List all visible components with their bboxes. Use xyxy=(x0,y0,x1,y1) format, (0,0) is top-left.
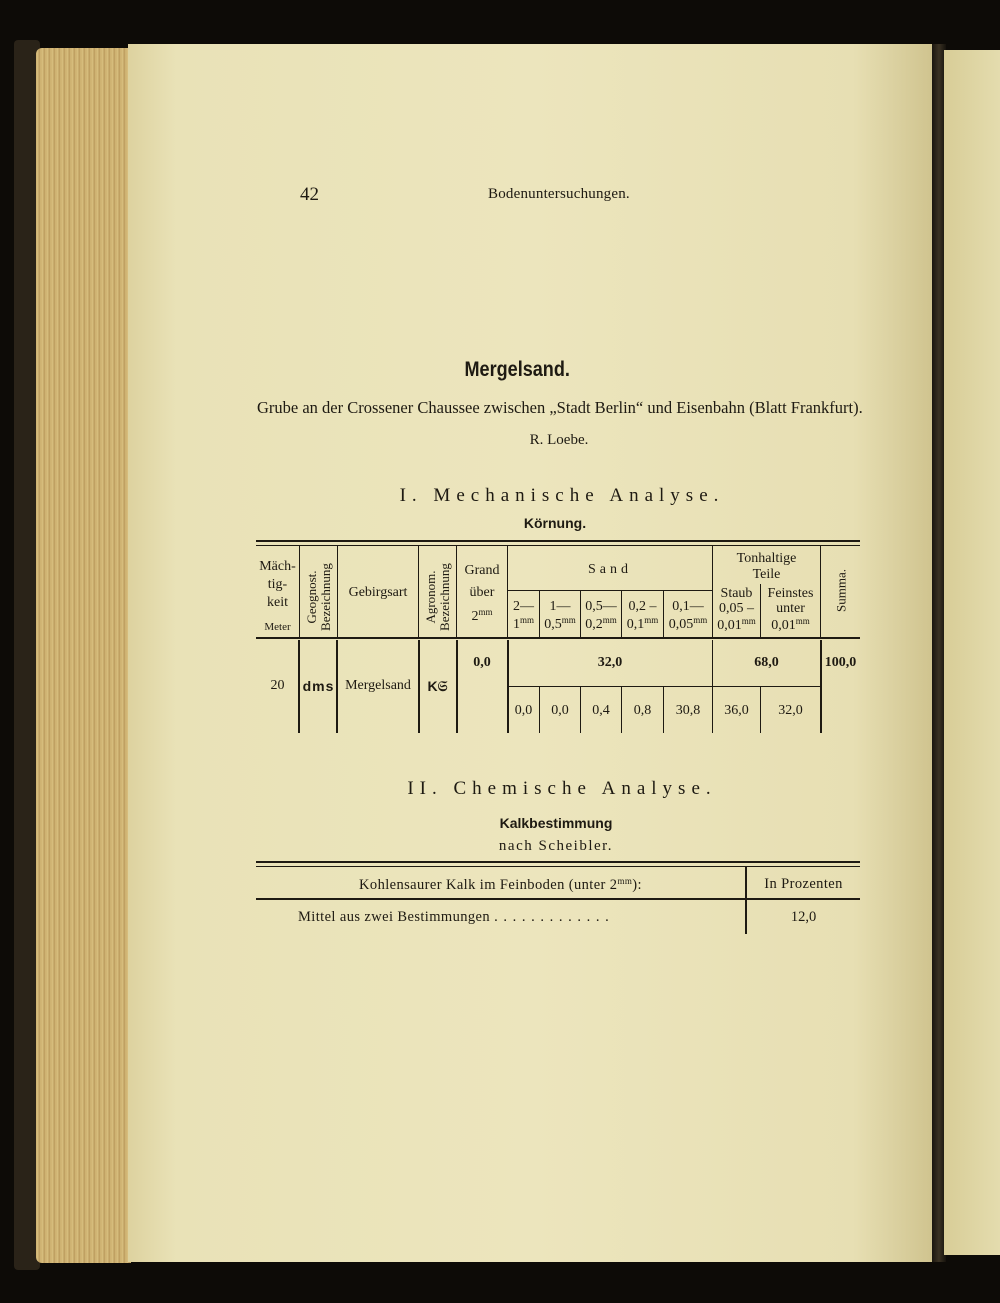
sand-sub-4-top: 0,2 – xyxy=(628,599,657,614)
subheading-koernung: Körnung. xyxy=(523,515,587,531)
ton-sub-2-bottom: $0,01^{mm}$ xyxy=(771,616,810,633)
cell-summa: 100,0 xyxy=(824,655,857,670)
header-geognost xyxy=(300,546,337,637)
sand-sub-4-bottom: $0,1^{mm}$ xyxy=(626,615,659,632)
location-subtitle: Grube an der Crossener Chaussee zwischen „Stadt Berlin“ und Eisenbahn (Blatt Frankfurt). xyxy=(257,398,863,417)
header-geognost-1: Geognost. xyxy=(304,570,319,624)
header-maechtigkeit-3: keit xyxy=(267,595,288,610)
cell-detail-2: 0,0 xyxy=(551,703,569,718)
header-grand-2: über xyxy=(469,585,495,600)
cell-maechtigkeit: 20 xyxy=(270,678,285,693)
cell-gebirgsart: Mergelsand xyxy=(345,678,411,693)
header-summa: Summa. xyxy=(833,569,849,612)
running-title: Bodenuntersuchungen. xyxy=(488,186,630,202)
sand-sub-1-bottom: $1^{mm}$ xyxy=(512,615,534,632)
sand-sub-2-top: 1— xyxy=(549,599,571,614)
kalk-col1-header: Kohlensaurer Kalk im Feinboden (unter $2^{mm}$): xyxy=(359,876,642,893)
cell-ton-total: 68,0 xyxy=(754,655,779,670)
ton-sub-2-mid: unter xyxy=(776,601,805,616)
header-agronom-1: Agronom. xyxy=(423,570,438,624)
sand-sub-1-top: 2— xyxy=(513,599,534,614)
header-maechtigkeit-unit: Meter xyxy=(264,621,291,633)
sand-sub-3-bottom: $0,2^{mm}$ xyxy=(585,615,617,632)
cell-sand-total: 32,0 xyxy=(597,655,623,670)
kalk-row-label: Mittel aus zwei Bestimmungen . . . . . . . . . . . . . xyxy=(298,909,610,925)
header-agronom xyxy=(419,546,456,637)
header-sand: Sand xyxy=(588,562,632,577)
header-geognost-2: Bezeichnung xyxy=(318,563,333,631)
header-grand-1: Grand xyxy=(464,563,500,578)
header-maechtigkeit-2: tig- xyxy=(267,577,288,592)
header-tonhaltige-2: Teile xyxy=(752,567,781,582)
sand-sub-2-bottom: $0,5^{mm}$ xyxy=(544,615,576,632)
ton-sub-2-top: Feinstes xyxy=(767,586,814,601)
page-number: 42 xyxy=(300,184,319,205)
section-heading-chemical: II. Chemische Analyse. xyxy=(407,778,717,799)
cell-detail-7: 32,0 xyxy=(778,703,803,718)
cell-detail-1: 0,0 xyxy=(514,703,533,718)
page-stack-edge xyxy=(36,48,131,1263)
author: R. Loebe. xyxy=(529,432,589,448)
cell-detail-3: 0,4 xyxy=(592,703,610,718)
section-heading-mechanical: I. Mechanische Analyse. xyxy=(399,485,725,506)
sand-sub-3-top: 0,5— xyxy=(585,599,617,614)
cell-detail-5: 30,8 xyxy=(675,703,701,718)
kalk-col2-header: In Prozenten xyxy=(764,876,843,892)
cell-detail-6: 36,0 xyxy=(724,703,749,718)
header-maechtigkeit-1: Mäch- xyxy=(259,559,296,574)
cell-detail-4: 0,8 xyxy=(633,703,652,718)
page-title: Mergelsand. xyxy=(464,358,570,381)
header-grand-3: $2^{mm}$ xyxy=(471,607,493,624)
cell-geognost: dms xyxy=(302,678,335,694)
ton-sub-1-mid: 0,05 – xyxy=(719,601,754,616)
sand-sub-5-top: 0,1— xyxy=(672,599,704,614)
book-page xyxy=(128,44,934,1262)
sand-sub-5-bottom: $0,05^{mm}$ xyxy=(668,615,708,632)
cell-agronom: K𝔖 xyxy=(427,678,448,694)
kalk-row-value: 12,0 xyxy=(790,909,817,925)
ton-sub-1-top: Staub xyxy=(720,586,753,601)
cell-grand-total: 0,0 xyxy=(473,655,491,670)
header-gebirgsart: Gebirgsart xyxy=(348,585,408,600)
header-tonhaltige-1: Tonhaltige xyxy=(736,551,797,566)
facing-page-edge xyxy=(944,50,1000,1255)
method-note: nach Scheibler. xyxy=(498,838,614,854)
ton-sub-1-bottom: $0,01^{mm}$ xyxy=(717,616,756,633)
header-agronom-2: Bezeichnung xyxy=(437,563,452,631)
subheading-kalkbestimmung: Kalkbestimmung xyxy=(499,815,613,831)
